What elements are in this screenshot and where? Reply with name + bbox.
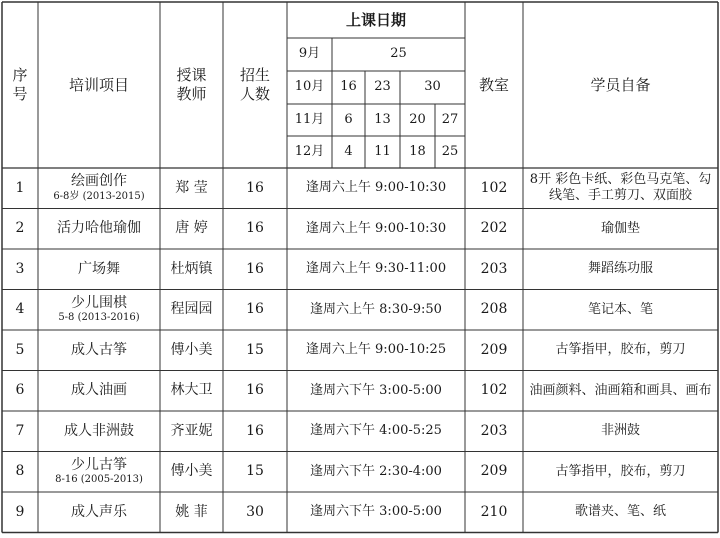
row-supplies: 8开 彩色卡纸、彩色马克笔、勾线笔、手工剪刀、双面胶: [529, 172, 712, 204]
day-dec-25: 25: [441, 143, 459, 159]
row-teacher: 程园园: [170, 301, 213, 317]
row-seq: 6: [15, 382, 25, 398]
month-nov: 11月: [294, 111, 325, 127]
row-supplies: 歌谱夹、笔、纸: [574, 504, 666, 520]
row-room: 208: [480, 301, 508, 317]
day-nov-13: 13: [374, 111, 391, 127]
row-teacher: 姚 菲: [175, 503, 208, 520]
header-enroll: 招生 人数: [239, 66, 270, 103]
row-project: [38, 452, 160, 493]
row-seq: 2: [15, 220, 25, 236]
row-project: [38, 209, 160, 250]
header-project: 培训项目: [68, 75, 129, 94]
row-seq: 9: [15, 503, 25, 520]
row-project: [38, 371, 160, 412]
project-name: 成人非洲鼓: [64, 422, 134, 439]
row-teacher: 齐亚妮: [170, 422, 213, 439]
header-supplies: 学员自备: [590, 75, 651, 94]
row-supplies: 舞蹈练功服: [587, 261, 653, 277]
row-enroll: 16: [246, 301, 264, 317]
day-dec-18: 18: [409, 143, 426, 159]
row-seq: 3: [15, 260, 25, 277]
day-nov-27: 27: [441, 111, 459, 127]
row-seq: 8: [15, 463, 25, 479]
row-room: 102: [480, 382, 508, 398]
row-supplies: 瑜伽垫: [600, 220, 640, 236]
row-enroll: 15: [246, 341, 264, 358]
row-time: 逢周六上午 9:00-10:30: [305, 220, 447, 236]
row-seq: 1: [15, 179, 25, 196]
row-room: 209: [480, 341, 508, 358]
row-room: 203: [480, 422, 508, 439]
row-time: 逢周六下午 3:00-5:00: [310, 382, 442, 398]
day-oct-30: 30: [424, 79, 441, 95]
row-seq: 4: [15, 301, 25, 317]
row-seq: 5: [15, 341, 25, 358]
row-room: 203: [480, 260, 508, 277]
project-name: 活力哈他瑜伽: [57, 220, 141, 236]
row-project: [38, 168, 160, 209]
header-date-title: 上课日期: [345, 10, 406, 29]
row-enroll: 30: [246, 503, 264, 520]
month-dec: 12月: [294, 143, 325, 159]
row-enroll: 16: [246, 220, 264, 236]
row-time: 逢周六下午 4:00-5:25: [310, 423, 442, 439]
row-teacher: 唐 婷: [175, 220, 208, 236]
row-teacher: 傅小美: [170, 463, 213, 479]
month-oct: 10月: [294, 79, 325, 95]
row-supplies: 笔记本、笔: [587, 301, 653, 317]
row-enroll: 16: [246, 382, 264, 398]
row-room: 102: [480, 179, 508, 196]
row-enroll: 16: [246, 260, 264, 277]
project-name: 成人声乐: [71, 503, 127, 520]
row-teacher: 杜炳镇: [170, 260, 213, 277]
project-name: 成人油画: [71, 382, 127, 398]
day-oct-23: 23: [374, 79, 391, 95]
month-sep: 9月: [298, 46, 321, 62]
row-time: 逢周六上午 9:30-11:00: [305, 261, 447, 277]
row-seq: 7: [15, 422, 25, 439]
row-project: [38, 290, 160, 331]
day-dec-4: 4: [344, 143, 353, 159]
day-sep-25: 25: [390, 46, 407, 62]
project-age-range: 5-8 (2013-2016): [58, 312, 140, 324]
row-project: [38, 330, 160, 371]
day-nov-6: 6: [344, 111, 353, 127]
day-oct-16: 16: [340, 79, 357, 95]
row-room: 202: [480, 220, 508, 236]
project-age-range: 6-8岁 (2013-2015): [53, 190, 145, 202]
row-time: 逢周六上午 9:00-10:25: [305, 342, 447, 358]
project-name: 绘画创作: [71, 173, 127, 190]
row-teacher: 林大卫: [170, 382, 213, 398]
row-teacher: 傅小美: [170, 341, 213, 358]
project-name: 广场舞: [78, 260, 120, 277]
row-enroll: 16: [246, 422, 264, 439]
day-nov-20: 20: [409, 111, 426, 127]
header-teacher: 授课 教师: [176, 66, 207, 103]
row-room: 209: [480, 463, 508, 479]
project-name: 成人古筝: [71, 341, 127, 358]
day-dec-11: 11: [374, 143, 391, 159]
row-supplies: 古筝指甲，胶布，剪刀: [555, 342, 686, 358]
row-supplies: 油画颜料、油画箱和画具、画布: [529, 382, 712, 398]
row-supplies: 古筝指甲，胶布，剪刀: [555, 463, 686, 479]
row-supplies: 非洲鼓: [600, 423, 640, 439]
row-room: 210: [480, 503, 508, 520]
project-name: 少儿古筝: [71, 456, 127, 473]
project-age-range: 8-16 (2005-2013): [55, 474, 143, 486]
row-enroll: 15: [246, 463, 264, 479]
row-time: 逢周六上午 9:00-10:30: [305, 180, 447, 196]
row-enroll: 16: [246, 179, 264, 196]
row-project: [38, 492, 160, 533]
row-time: 逢周六上午 8:30-9:50: [310, 301, 442, 317]
row-project: [38, 411, 160, 452]
row-time: 逢周六下午 3:00-5:00: [310, 504, 442, 520]
project-name: 少儿围棋: [71, 294, 127, 311]
header-seq: 序 号: [12, 66, 28, 103]
row-project: [38, 249, 160, 290]
row-teacher: 郑 莹: [175, 179, 208, 196]
header-room: 教室: [478, 75, 509, 94]
row-time: 逢周六下午 2:30-4:00: [310, 463, 442, 479]
